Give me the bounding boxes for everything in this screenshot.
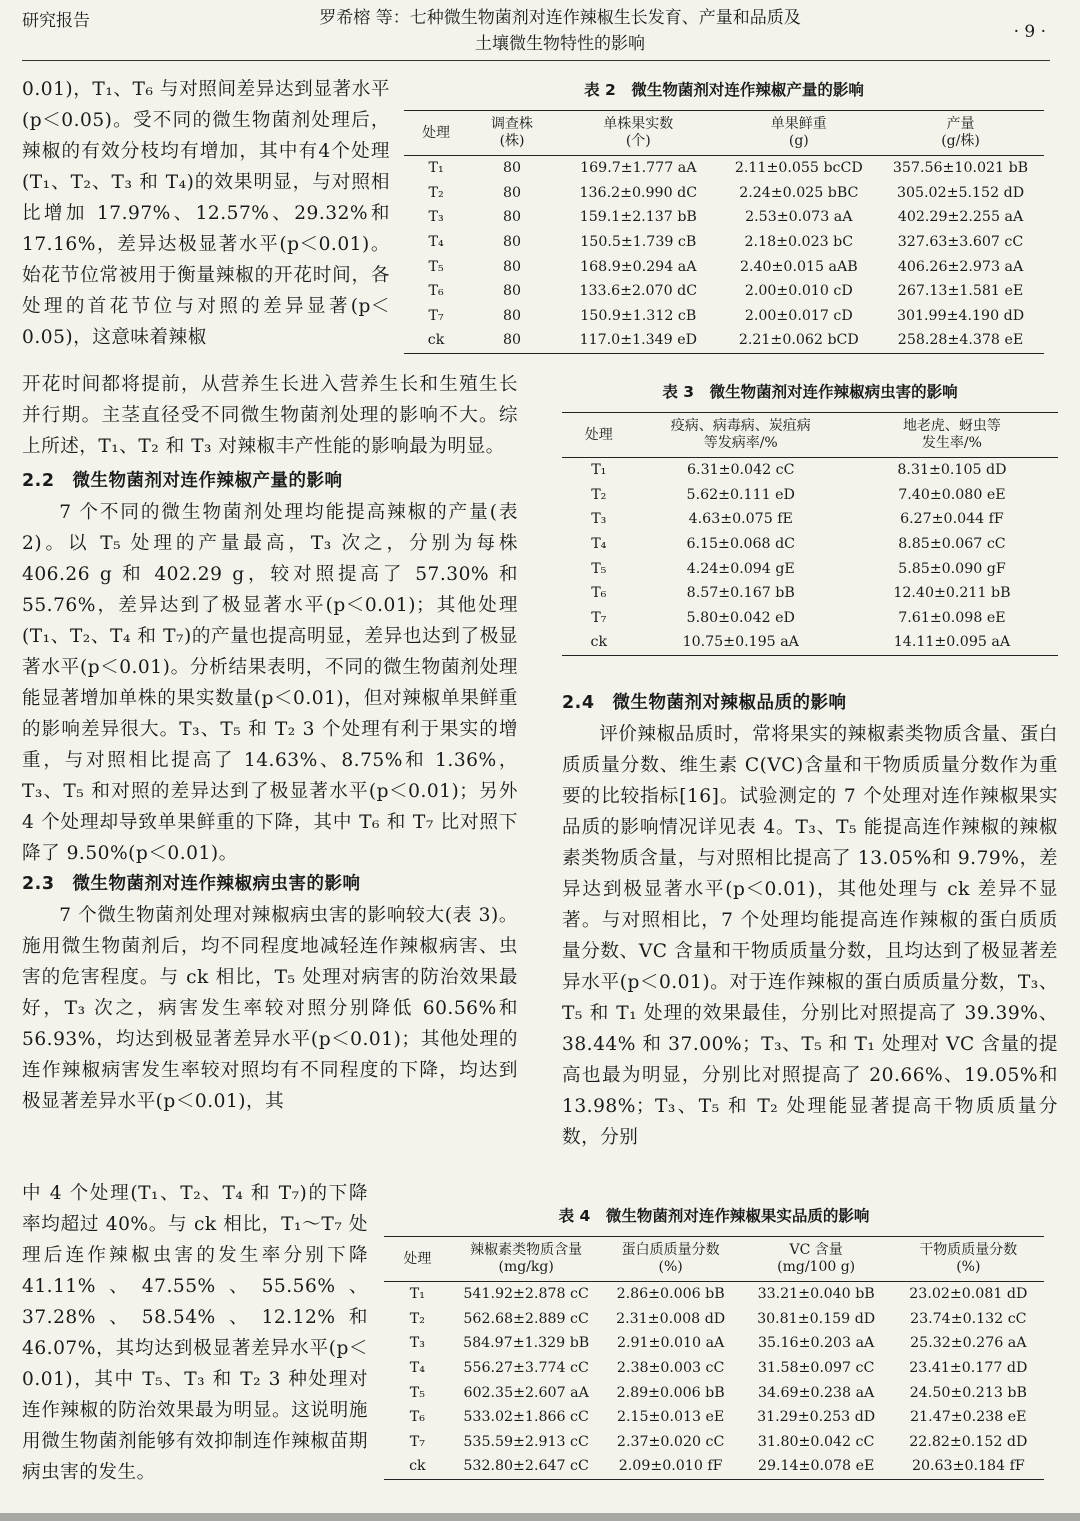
table-cell: 535.59±2.913 cC: [463, 1433, 589, 1450]
table-cell: 2.24±0.025 bBC: [739, 184, 859, 201]
running-title-line2: 土壤微生物特性的影响: [475, 34, 645, 54]
table-cell: 2.37±0.020 cC: [616, 1433, 725, 1450]
table-cell: 2.40±0.015 aAB: [739, 258, 858, 275]
table-cell: 541.92±2.878 cC: [463, 1286, 589, 1303]
table-cell: T₆: [428, 283, 444, 300]
table-cell: 2.21±0.062 bCD: [721, 328, 877, 353]
table-cell: T₁: [428, 160, 444, 177]
table-4-caption: 表 4 微生物菌剂对连作辣椒果实品质的影响: [558, 1207, 870, 1225]
table-row: [562, 532, 1058, 557]
table-cell: 29.14±0.078 eE: [740, 1454, 893, 1479]
table-cell: 8.57±0.167 bB: [686, 585, 795, 602]
page-number: · 9 ·: [1013, 22, 1046, 42]
table-cell: 562.68±2.889 cC: [463, 1310, 589, 1327]
section-heading-2-2: 2.2 微生物菌剂对连作辣椒产量的影响: [22, 471, 343, 491]
table-cell: 301.99±4.190 dD: [896, 307, 1025, 324]
column-header: 单株果实数 (个): [556, 111, 721, 156]
table-cell: T₁: [409, 1286, 425, 1303]
table-cell: 5.62±0.111 eD: [686, 486, 795, 503]
table-cell: 80: [503, 258, 522, 275]
table-cell: T₄: [409, 1360, 425, 1377]
table-cell: 80: [468, 328, 556, 353]
table-cell: 31.58±0.097 cC: [757, 1360, 875, 1377]
table-cell: 2.31±0.008 dD: [616, 1310, 726, 1327]
table-row: [562, 606, 1058, 631]
table-cell: T₇: [428, 307, 444, 324]
left-column-body: [22, 369, 518, 1117]
table-row: [404, 279, 1044, 304]
table-row: [384, 1454, 1044, 1479]
table-cell: 7.40±0.080 eE: [898, 486, 1006, 503]
table-cell: T₂: [591, 486, 607, 503]
journal-section: 研究报告: [22, 11, 90, 31]
table-cell: 584.97±1.329 bB: [463, 1335, 590, 1352]
table-cell: T₁: [591, 462, 607, 479]
table-cell: T₅: [591, 560, 607, 577]
table-cell: 2.89±0.006 bB: [616, 1384, 725, 1401]
table-cell: 2.11±0.055 bcCD: [734, 160, 863, 177]
table-cell: 6.15±0.068 dC: [686, 536, 796, 553]
table-cell: 150.9±1.312 cB: [580, 307, 697, 324]
table-cell: 23.02±0.081 dD: [909, 1286, 1028, 1303]
section-heading-2-3: 2.3 微生物菌剂对连作辣椒病虫害的影响: [22, 874, 361, 894]
table-cell: 12.40±0.211 bB: [893, 585, 1011, 602]
table-cell: 23.74±0.132 cC: [910, 1310, 1027, 1327]
table-row: [562, 458, 1058, 483]
table-row: [562, 483, 1058, 508]
table-2-caption: 表 2 微生物菌剂对连作辣椒产量的影响: [584, 81, 864, 99]
column-header: 蛋白质质量分数 (%): [602, 1237, 740, 1282]
table-cell: 533.02±1.866 cC: [463, 1409, 589, 1426]
paragraph-text: 0.01)，T₁、T₆ 与对照间差异达到显著水平(p＜0.05)。受不同的微生物菌剂处理后，辣椒的有效分枝均有增加，其中有4个处理(T₁、T₂、T₃ 和 T₄)的效果明显，与对照相比增加 17.97%、12.57%、29.32%和 17.16%，差异达极显著水平(p＜0.01)。始花节位常被用于衡量辣椒的开花时间，各处理的首花节位与对照的差异显著(p＜0.05)，这意味着辣椒: [22, 79, 390, 348]
table-cell: 80: [503, 184, 522, 201]
table-cell: ck: [384, 1454, 451, 1479]
table-cell: 150.5±1.739 cB: [580, 234, 697, 251]
page-bottom-bar: [0, 1513, 1080, 1521]
table-cell: 169.7±1.777 aA: [580, 160, 697, 177]
table-cell: 80: [503, 283, 522, 300]
table-cell: T₅: [428, 258, 444, 275]
table-4: [384, 1236, 1044, 1480]
table-cell: 4.24±0.094 gE: [686, 560, 795, 577]
table-row: [404, 254, 1044, 279]
table-cell: 2.91±0.010 aA: [616, 1335, 725, 1352]
table-row: [562, 507, 1058, 532]
table-row: [404, 230, 1044, 255]
column-header: 处理: [384, 1237, 451, 1282]
paragraph-text: 开花时间都将提前，从营养生长进入营养生长和生殖生长并行期。主茎直径受不同微生物菌剂处理的影响不大。综上所述，T₁、T₂ 和 T₃ 对辣椒丰产性能的影响最为明显。: [22, 374, 518, 457]
paragraph-text: 中 4 个处理(T₁、T₂、T₄ 和 T₇)的下降率均超过 40%。与 ck 相比，T₁～T₇ 处理后连作辣椒虫害的发生率分别下降41.11%、47.55%、55.56%、37.28%、58.54%、12.12%和 46.07%，其均达到极显著差异水平(p＜0.01)，其中 T₅、T₃ 和 T₂ 3 种处理对连作辣椒的防治效果最为明显。这说明施用微生物菌剂能够有效抑制连作辣椒苗期病虫害的发生。: [22, 1183, 368, 1483]
table-cell: 327.63±3.607 cC: [897, 234, 1024, 251]
table-cell: T₃: [409, 1335, 425, 1352]
table-cell: T₃: [428, 209, 444, 226]
table-row: [562, 581, 1058, 606]
table-cell: 133.6±2.070 dC: [579, 283, 698, 300]
table-cell: 30.81±0.159 dD: [757, 1310, 876, 1327]
table-cell: 80: [503, 209, 522, 226]
column-header: 处理: [404, 111, 468, 156]
table-cell: ck: [404, 328, 468, 353]
column-header: 处理: [562, 413, 636, 458]
table-cell: 406.26±2.973 aA: [897, 258, 1024, 275]
table-cell: 556.27±3.774 cC: [463, 1360, 589, 1377]
table-row: [384, 1331, 1044, 1356]
table-cell: 2.09±0.010 fF: [602, 1454, 740, 1479]
table-2: [404, 110, 1044, 354]
table-row: [404, 181, 1044, 206]
table-cell: 267.13±1.581 eE: [897, 283, 1024, 300]
table-cell: 8.85±0.067 cC: [898, 536, 1006, 553]
table-cell: 20.63±0.184 fF: [893, 1454, 1044, 1479]
table-cell: 23.41±0.177 dD: [909, 1360, 1028, 1377]
table-cell: 402.29±2.255 aA: [897, 209, 1024, 226]
table-row: [562, 630, 1058, 655]
table-cell: 2.53±0.073 aA: [745, 209, 853, 226]
table-cell: 35.16±0.203 aA: [757, 1335, 875, 1352]
table-cell: 80: [503, 234, 522, 251]
table-cell: 2.86±0.006 bB: [616, 1286, 725, 1303]
running-header: [0, 0, 1080, 58]
table-cell: 2.00±0.010 cD: [744, 283, 853, 300]
paragraph-branching: [22, 74, 390, 353]
column-header: 地老虎、蚜虫等 发生率/%: [846, 413, 1058, 458]
table-cell: T₆: [409, 1409, 425, 1426]
table-cell: 2.15±0.013 eE: [616, 1409, 725, 1426]
table-cell: T₄: [591, 536, 607, 553]
paragraph-pests-cont: [22, 1178, 368, 1488]
table-cell: T₅: [409, 1384, 425, 1401]
table-cell: 2.00±0.017 cD: [744, 307, 853, 324]
table-cell: 33.21±0.040 bB: [757, 1286, 875, 1303]
table-cell: 2.38±0.003 cC: [616, 1360, 725, 1377]
table-cell: T₂: [409, 1310, 425, 1327]
table-cell: 2.18±0.023 bC: [744, 234, 854, 251]
table-row: [404, 156, 1044, 181]
paragraph-quality: 评价辣椒品质时，常将果实的辣椒素类物质含量、蛋白质质量分数、维生素 C(VC)含量和干物质质量分数作为重要的比较指标[16]。试验测定的 7 个处理对连作辣椒果实品质的影响情况详见表 4。T₃、T₅ 能提高连作辣椒的辣椒素类物质含量，与对照相比提高了 13.05%和 9.79%，差异达到极显著水平(p＜0.01)，其他处理与 ck 差异不显著。与对照相比，7 个处理均能提高连作辣椒的蛋白质质量分数、VC 含量和干物质质量分数，且均达到了极显著差异水平(p＜0.01)。对于连作辣椒的蛋白质质量分数，T₃、T₅ 和 T₁ 处理的效果最佳，分别比对照提高了 39.39%、38.44% 和 37.00%；T₃、T₅ 和 T₁ 处理对 VC 含量的提高也最为明显，分别比对照提高了 20.66%、19.05%和 13.98%；T₃、T₅ 和 T₂ 处理能显著提高干物质质量分数，分别: [562, 724, 1058, 1148]
table-cell: 8.31±0.105 dD: [897, 462, 1007, 479]
table-cell: 6.31±0.042 cC: [687, 462, 795, 479]
column-header: 产量 (g/株): [877, 111, 1044, 156]
table-cell: 602.35±2.607 aA: [463, 1384, 589, 1401]
table-row: [562, 556, 1058, 581]
table-row: [384, 1405, 1044, 1430]
table-cell: 25.32±0.276 aA: [910, 1335, 1027, 1352]
column-header: 单果鲜重 (g): [721, 111, 877, 156]
paragraph-yield: 7 个不同的微生物菌剂处理均能提高辣椒的产量(表 2)。以 T₅ 处理的产量最高，T₃ 次之，分别为每株 406.26 g 和 402.29 g，较对照提高了 57.30% 和 55.76%，差异达到了极显著水平(p＜0.01)；其他处理(T₁、T₂、T₄ 和 T₇)的产量也提高明显，差异也达到了极显著水平(p＜0.01)。分析结果表明，不同的微生物菌剂处理能显著增加单株的果实数量(p＜0.01)，但对辣椒单果鲜重的影响差异很大。T₃、T₅ 和 T₂ 3 个处理有利于果实的增重，与对照相比提高了 14.63%、8.75%和 1.36%，T₃、T₅ 和对照的差异达到了极显著水平(p＜0.01)；另外 4 个处理却导致单果鲜重的下降，其中 T₆ 和 T₇ 比对照下降了 9.50%(p＜0.01)。: [22, 502, 518, 864]
table-cell: 24.50±0.213 bB: [909, 1384, 1027, 1401]
table-cell: 5.85±0.090 gF: [898, 560, 1006, 577]
column-header: VC 含量 (mg/100 g): [740, 1237, 893, 1282]
table-row: [384, 1282, 1044, 1307]
table-row: [404, 328, 1044, 353]
table-cell: 80: [503, 307, 522, 324]
table-cell: T₃: [591, 511, 607, 528]
table-cell: 159.1±2.137 bB: [579, 209, 697, 226]
table-cell: T₂: [428, 184, 444, 201]
table-3: [562, 412, 1058, 656]
table-cell: 258.28±4.378 eE: [877, 328, 1044, 353]
table-cell: 117.0±1.349 eD: [556, 328, 721, 353]
running-title-line1: 罗希榕 等：七种微生物菌剂对连作辣椒生长发育、产量和品质及: [319, 8, 801, 28]
table-row: [404, 205, 1044, 230]
column-header: 干物质质量分数 (%): [893, 1237, 1044, 1282]
table-cell: T₆: [591, 585, 607, 602]
table-row: [404, 304, 1044, 329]
table-3-caption: 表 3 微生物菌剂对连作辣椒病虫害的影响: [662, 383, 958, 401]
table-cell: 31.80±0.042 cC: [757, 1433, 875, 1450]
running-title: [280, 5, 840, 57]
table-cell: 21.47±0.238 eE: [910, 1409, 1027, 1426]
table-row: [384, 1430, 1044, 1455]
table-cell: T₄: [428, 234, 444, 251]
table-cell: 31.29±0.253 dD: [757, 1409, 876, 1426]
column-header: 辣椒素类物质含量 (mg/kg): [451, 1237, 602, 1282]
paragraph-pests: 7 个微生物菌剂处理对辣椒病虫害的影响较大(表 3)。施用微生物菌剂后，均不同程度地减轻连作辣椒病害、虫害的危害程度。与 ck 相比，T₅ 处理对病害的防治效果最好，T₃ 次之，病害发生率较对照分别降低 60.56%和 56.93%，均达到极显著差异水平(p＜0.01)；其他处理的连作辣椒病害发生率较对照均有不同程度的下降，均达到极显著差异水平(p＜0.01)，其: [22, 905, 518, 1112]
table-cell: 5.80±0.042 eD: [686, 609, 795, 626]
table-cell: T₇: [409, 1433, 425, 1450]
table-cell: 34.69±0.238 aA: [757, 1384, 875, 1401]
table-cell: 168.9±0.294 aA: [580, 258, 697, 275]
table-cell: 80: [503, 160, 522, 177]
table-cell: 532.80±2.647 cC: [451, 1454, 602, 1479]
table-cell: 10.75±0.195 aA: [636, 630, 846, 655]
table-cell: 357.56±10.021 bB: [892, 160, 1029, 177]
table-cell: T₇: [591, 609, 607, 626]
table-cell: ck: [562, 630, 636, 655]
table-row: [384, 1356, 1044, 1381]
right-column-body: [562, 688, 1058, 1153]
table-cell: 14.11±0.095 aA: [846, 630, 1058, 655]
table-row: [384, 1380, 1044, 1405]
table-row: [384, 1307, 1044, 1332]
column-header: 疫病、病毒病、炭疽病 等发病率/%: [636, 413, 846, 458]
section-heading-2-4: 2.4 微生物菌剂对辣椒品质的影响: [562, 693, 847, 713]
table-cell: 7.61±0.098 eE: [898, 609, 1006, 626]
table-cell: 4.63±0.075 fE: [688, 511, 793, 528]
header-rule: [22, 60, 1050, 61]
column-header: 调查株 (株): [468, 111, 556, 156]
table-cell: 6.27±0.044 fF: [900, 511, 1004, 528]
table-cell: 22.82±0.152 dD: [909, 1433, 1028, 1450]
table-cell: 136.2±0.990 dC: [579, 184, 698, 201]
table-cell: 305.02±5.152 dD: [896, 184, 1025, 201]
